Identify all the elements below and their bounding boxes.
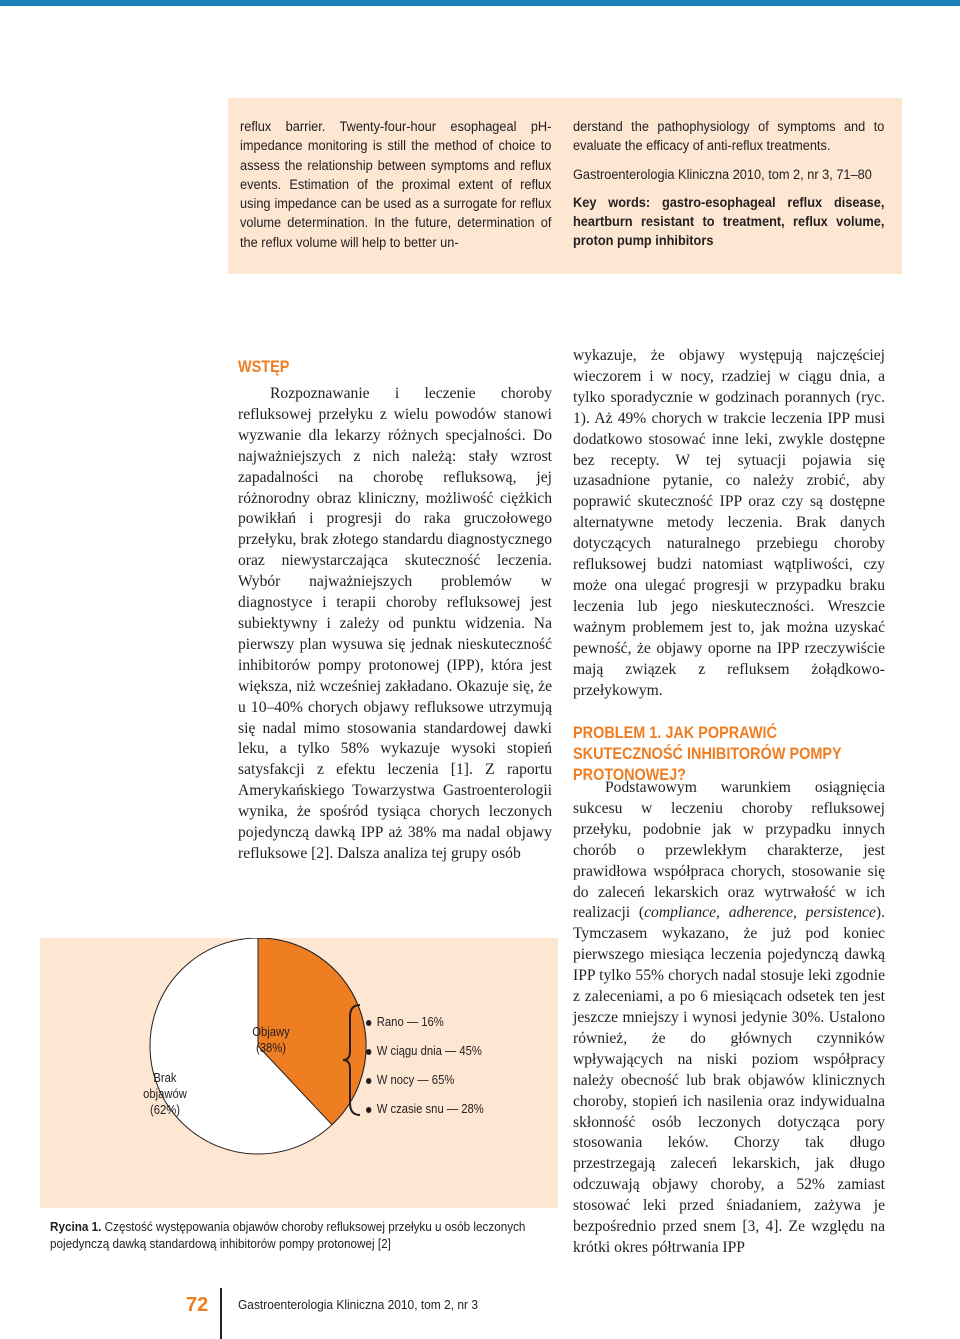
bullet-icon <box>366 1020 371 1026</box>
brak-label-1: Brak <box>153 1071 177 1085</box>
slice-brak-label <box>134 1070 197 1118</box>
legend-label: Rano — 16% <box>376 1015 444 1029</box>
caption-label: Rycina 1. <box>50 1219 102 1234</box>
brak-label-2: objawów <box>143 1087 187 1101</box>
figure-caption <box>50 1218 543 1252</box>
page-number: 72 <box>186 1288 222 1339</box>
abstract-citation: Gastroenterologia Kliniczna 2010, tom 2, nr 3, 71–80 <box>573 166 872 183</box>
problem-text-italic: compliance, adherence, persistence <box>644 904 876 922</box>
problem-text-a: Podstawowym warunkiem osiągnięcia sukcesu w leczeniu choroby refluksowej przełyku, podobnie jak w przypadku innych chorób o przewlekłym charakterze, jest prawidłowa współpraca chorych, stosowanie się do zaleceń lekarskich oraz wytrwałość w ich realizacji ( <box>573 779 885 922</box>
legend-label: W nocy — 65% <box>376 1073 455 1087</box>
abstract-right-column <box>573 118 884 261</box>
legend-label: W ciągu dnia — 45% <box>376 1044 482 1058</box>
objawy-pct: (38%) <box>255 1041 287 1055</box>
abstract-left-text: reflux barrier. Twenty-four-hour esophageal pH-impedance monitoring is still the method of choice to assess the relationship between symptoms and reflux events. Estimation of the proximal extent of reflux using impedance can be used as a surrogate for reflux volume determination. In the future, determination of the reflux volume will help to better un- <box>240 119 552 251</box>
slice-objawy-label <box>240 1024 303 1056</box>
objawy-label: Objawy <box>252 1025 290 1039</box>
bullet-icon <box>366 1049 371 1055</box>
intro-paragraph: Rozpoznawanie i leczenie choroby refluksowej przełyku z wielu powodów stanowi wyzwanie dla lekarzy różnych specjalności. Do najważniejszych z nich należą: stały wzrost zapadalności na chorobę refluksową, jej różnorodny obraz kliniczny, możliwość ciężkich powikłań i progresji do raka gruczołowego przełyku, brak złotego standardu diagnostycznego oraz niewystarczająca skuteczność leczenia. Wybór najważniejszych problemów w diagnostyce i terapii choroby refluksowej jest subiektywny i zależy od punktu widzenia. Na pierwszy plan wysuwa się jednak nieskuteczność inhibitorów pompy protonowej (IPP), która jest większa, niż wcześniej zakładano. Okazuje się, że u 10–40% chorych objawy refluksowe utrzymują się nadal mimo stosowania standardowej dawki leku, a tylko 58% wykazuje wysoki stopień satysfakcji z efektu leczenia [1]. Z raportu Amerykańskiego Towarzystwa Gastroenterologii wynika, że spośród tysiąca chorych leczonych pojedynczą dawką IPP aż 38% ma nadal objawy refluksowe [2]. Dalsza analiza tej grupy osób <box>238 385 552 862</box>
legend-item <box>366 1044 482 1058</box>
right-paragraph-1: wykazuje, że objawy występują najczęściej wieczorem i w nocy, rzadziej w ciągu dnia, a tylko sporadycznie w godzinach porannych (ryc. 1). Aż 49% chorych w trakcie leczenia IPP musi dodatkowo stosować inne leki, zwykle dostępne bez recepty. W tej sytuacji pojawia się uzasadnione pytanie, co należy zrobić, aby poprawić skuteczność IPP oraz czy są dostępne alternatywne metody leczenia. Brak danych dotyczących naturalnego przebiegu choroby refluksowej budzi natomiast wątpliwości, czy może ona ulegać progresji w przypadku braku leczenia lub jego nieskuteczności. Wreszcie ważnym problemem jest to, jak można uzyskać pewność, że objawy oporne na IPP rzeczywiście mają związek z refluksem żołądkowo-przełykowym. <box>573 347 885 699</box>
intro-heading: WSTĘP <box>238 357 290 376</box>
bullet-icon <box>366 1078 371 1084</box>
legend-item <box>366 1073 454 1087</box>
caption-text: Częstość występowania objawów choroby refluksowej przełyku u osób leczonych pojedynczą dawką standardową inhibitorów pompy protonowej [2] <box>50 1219 526 1251</box>
journal-footer: Gastroenterologia Kliniczna 2010, tom 2, nr 3 <box>238 1297 479 1312</box>
brak-pct: (62%) <box>149 1103 181 1117</box>
intro-body <box>238 384 552 865</box>
problem-text-b: ). Tymczasem wykazano, że już pod koniec pierwszego miesiąca leczenia pojedynczą dawką IPP tylko 55% chorych nadal stosuje leki zgodnie z zaleceniami, a po 6 miesiącach odsetek ten jest jeszcze mniejszy i wynosi jedynie 30%. Ustalono również, że do głównych czynników wpływających na niski poziom współpracy należy obecność lub brak objawów klinicznych choroby, stopień ich nasilenia oraz indywidualna skłonność osób leczonych dotycząca pory stosowania leków. Chorzy tak długo przestrzegają zaleceń lekarskich, jak długo odczuwają objawy choroby, a 52% zamiast stosować leki przed śniadaniem, zażywa je bezpośrednio przed snem [3, 4]. Ze względu na krótki okres półtrwania IPP <box>573 904 885 1256</box>
right-column-top <box>573 346 885 701</box>
top-color-bar <box>0 0 960 6</box>
abstract-left-column <box>240 118 551 253</box>
legend-brace-icon <box>340 1003 364 1117</box>
problem-heading: PROBLEM 1. JAK POPRAWIĆ SKUTECZNOŚĆ INHIBITORÓW POMPY PROTONOWEJ? <box>573 723 842 784</box>
pie-chart <box>40 938 558 1208</box>
abstract-right-text: derstand the pathophysiology of symptoms and to evaluate the efficacy of anti-reflux treatments. <box>573 119 885 155</box>
legend-label: W czasie snu — 28% <box>376 1102 484 1116</box>
bullet-icon <box>366 1107 371 1113</box>
abstract-keywords <box>573 194 884 252</box>
legend-item <box>366 1015 444 1029</box>
problem-paragraph <box>573 778 885 1259</box>
keywords-text: gastro-esophageal reflux disease, heartburn resistant to treatment, reflux volume, proton pump inhibitors <box>573 194 885 250</box>
keywords-label: Key words: <box>573 194 651 211</box>
problem-body <box>573 778 885 1259</box>
legend-item <box>366 1102 484 1116</box>
